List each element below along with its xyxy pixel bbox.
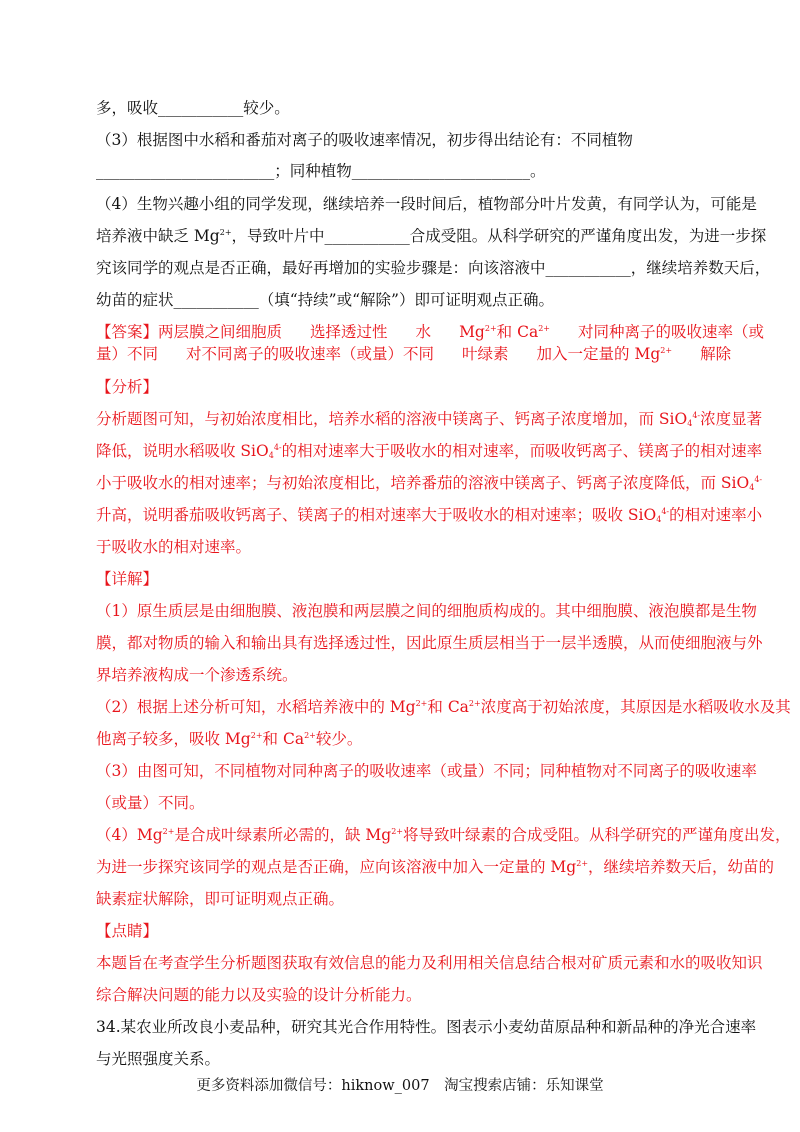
detail-text: 和 Ca xyxy=(262,730,305,748)
subscript: 4 xyxy=(749,483,755,492)
detail-line xyxy=(96,664,708,686)
analysis-line xyxy=(96,440,763,462)
question-text: （3）根据图中水稻和番茄对离子的吸收速率情况，初步得出结论有：不同植物 xyxy=(96,131,633,149)
superscript: 2+ xyxy=(219,228,232,237)
detail-line xyxy=(96,824,791,846)
question-text: （4）生物兴趣小组的同学发现，继续培养一段时间后，植物部分叶片发黄，有同学认为，可能是 xyxy=(96,195,757,213)
superscript: 2+ xyxy=(468,699,481,708)
detail-text: 和 Ca xyxy=(427,698,469,716)
superscript: 2+ xyxy=(162,827,175,836)
question-line xyxy=(96,225,767,247)
question-line xyxy=(96,1016,757,1038)
answer-item: 叶绿素 xyxy=(462,345,509,363)
answer-item: 加入一定量的 Mg xyxy=(536,345,661,363)
detail-text: （3）由图可知，不同植物对同种离子的吸收速率（或量）不同；同种植物对不同离子的吸收速率 xyxy=(96,762,757,780)
detail-text: （4）Mg xyxy=(96,826,163,844)
superscript: 2+ xyxy=(304,731,316,740)
question-line xyxy=(96,97,708,119)
detail-text: 界培养液构成一个渗透系统。 xyxy=(96,666,298,684)
detail-text: 膜，都对物质的输入和输出具有选择透过性，因此原生质层相当于一层半透膜，从而使细胞液与外 xyxy=(96,634,763,652)
question-text: 34.某农业所改良小麦品种，研究其光合作用特性。图表示小麦幼苗原品种和新品种的净光合速率 xyxy=(96,1018,757,1036)
detail-line xyxy=(96,600,757,622)
analysis-text: 降低，说明水稻吸收 SiO xyxy=(96,442,269,460)
detail-text: 他离子较多，吸收 Mg xyxy=(96,730,251,748)
question-line xyxy=(96,257,771,279)
analysis-line xyxy=(96,504,763,526)
detail-label: 【详解】 xyxy=(96,570,159,588)
answer-item: Mg xyxy=(459,323,485,341)
analysis-text: 的相对速率小 xyxy=(669,506,763,524)
question-line xyxy=(96,129,708,151)
superscript: 4- xyxy=(273,443,282,452)
detail-line xyxy=(96,760,757,782)
answer-item: 量）不同 xyxy=(96,345,159,363)
comment-line xyxy=(96,984,708,1006)
question-text: 与光照强度关系。 xyxy=(96,1050,221,1068)
detail-text: 较少。 xyxy=(315,730,363,748)
comment-line xyxy=(96,952,763,974)
analysis-text: 浓度显著 xyxy=(700,410,763,428)
detail-text: 浓度高于初始浓度，其原因是水稻吸收水及其 xyxy=(480,698,791,716)
detail-text: 缺素症状解除，即可证明观点正确。 xyxy=(96,890,345,908)
page-footer xyxy=(0,1076,800,1096)
analysis-text: 于吸收水的相对速率。 xyxy=(96,538,252,556)
answer-item: 解除 xyxy=(700,345,732,363)
question-line xyxy=(96,289,708,311)
question-text: 多，吸收___________较少。 xyxy=(96,99,290,117)
question-line xyxy=(96,1048,708,1070)
detail-text: ，继续培养数天后，幼苗的 xyxy=(588,858,775,876)
superscript: 2+ xyxy=(415,699,428,708)
analysis-line xyxy=(96,536,708,558)
superscript: 2+ xyxy=(660,346,673,355)
detail-line xyxy=(96,632,763,654)
answer-line xyxy=(96,343,732,365)
answer-item: 两层膜之间细胞质 xyxy=(158,323,283,341)
question-line xyxy=(96,193,757,215)
answer-item: 对不同离子的吸收速率（或量）不同 xyxy=(186,345,435,363)
superscript: 4- xyxy=(661,507,670,516)
comment-text: 本题旨在考查学生分析题图获取有效信息的能力及利用相关信息结合根对矿质元素和水的吸收知识 xyxy=(96,954,763,972)
analysis-text: 分析题图可知，与初始浓度相比，培养水稻的溶液中镁离子、钙离子浓度增加，而 SiO xyxy=(96,410,688,428)
analysis-text: 的相对速率大于吸收水的相对速率，而吸收钙离子、镁离子的相对速率 xyxy=(281,442,763,460)
subscript: 4 xyxy=(656,515,662,524)
detail-line xyxy=(96,888,708,910)
analysis-text: 升高，说明番茄吸收钙离子、镁离子的相对速率大于吸收水的相对速率；吸收 SiO xyxy=(96,506,657,524)
section-heading xyxy=(96,920,708,942)
detail-text: （1）原生质层是由细胞膜、液泡膜和两层膜之间的细胞质构成的。其中细胞膜、液泡膜都是生物 xyxy=(96,602,757,620)
answer-item: 和 Ca xyxy=(496,323,539,341)
question-text: 幼苗的症状___________（填“持续”或“解除”）即可证明观点正确。 xyxy=(96,291,554,309)
subscript: 4 xyxy=(687,419,693,428)
footer-text: 更多资料添加微信号：hiknow_007 淘宝搜索店铺：乐知课堂 xyxy=(196,1078,604,1094)
superscript: 2+ xyxy=(484,324,497,333)
answer-item: 对同种离子的吸收速率（或 xyxy=(577,323,764,341)
analysis-line xyxy=(96,472,763,494)
detail-line xyxy=(96,728,708,750)
analysis-line xyxy=(96,408,763,430)
subscript: 4 xyxy=(268,451,274,460)
answer-label: 【答案】 xyxy=(96,323,159,341)
question-text: _______________________；同种植物_______________________。 xyxy=(96,162,546,180)
question-line xyxy=(96,160,708,182)
question-text: 培养液中缺乏 Mg xyxy=(96,227,220,245)
answer-item: 水 xyxy=(415,323,432,341)
detail-text: （或量）不同。 xyxy=(96,794,205,812)
detail-line xyxy=(96,696,791,718)
detail-text: （2）根据上述分析可知，水稻培养液中的 Mg xyxy=(96,698,416,716)
superscript: 2+ xyxy=(391,827,403,836)
detail-text: 是合成叶绿素所必需的，缺 Mg xyxy=(174,826,392,844)
question-text: 究该同学的观点是否正确，最好再增加的实验步骤是：向该溶液中___________，继续培养数天后， xyxy=(96,259,771,277)
detail-text: 为进一步探究该同学的观点是否正确，应向该溶液中加入一定量的 Mg xyxy=(96,858,577,876)
comment-label: 【点睛】 xyxy=(96,922,159,940)
section-heading xyxy=(96,376,708,398)
comment-text: 综合解决问题的能力以及实验的设计分析能力。 xyxy=(96,986,422,1004)
superscript: 2+ xyxy=(538,324,550,333)
detail-line xyxy=(96,856,775,878)
analysis-label: 【分析】 xyxy=(96,378,159,396)
analysis-text: 小于吸收水的相对速率；与初始浓度相比，培养番茄的溶液中镁离子、钙离子浓度降低，而 SiO xyxy=(96,474,750,492)
superscript: 4- xyxy=(692,411,701,420)
superscript: 4- xyxy=(754,475,763,484)
superscript: 2+ xyxy=(250,731,263,740)
detail-line xyxy=(96,792,708,814)
answer-line xyxy=(96,321,764,343)
superscript: 2+ xyxy=(576,859,589,868)
section-heading xyxy=(96,568,708,590)
detail-text: 将导致叶绿素的合成受阻。从科学研究的严谨角度出发， xyxy=(402,826,791,844)
answer-item: 选择透过性 xyxy=(310,323,388,341)
question-text: ，导致叶片中___________合成受阻。从科学研究的严谨角度出发，为进一步探 xyxy=(231,227,767,245)
